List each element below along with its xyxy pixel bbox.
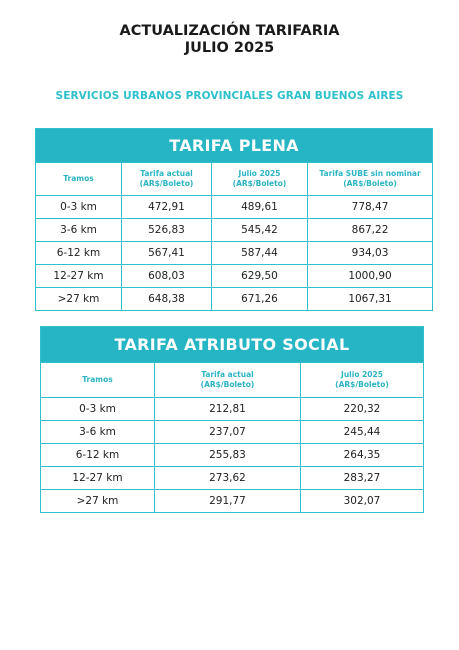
column-header: Tarifa SUBE sin nominar (AR$/Boleto): [308, 163, 433, 196]
table-row: [36, 242, 433, 265]
table-cell: >27 km: [36, 288, 122, 311]
table-row: [36, 288, 433, 311]
table-cell: 778,47: [308, 196, 433, 219]
tarifa-plena-title: TARIFA PLENA: [36, 129, 433, 163]
table-cell: 255,83: [155, 444, 301, 467]
table-cell: 934,03: [308, 242, 433, 265]
table-cell: 472,91: [122, 196, 212, 219]
tarifa-plena-header-row: [36, 163, 433, 196]
table-cell: 245,44: [301, 421, 424, 444]
table-cell: 283,27: [301, 467, 424, 490]
table-cell: 1067,31: [308, 288, 433, 311]
tarifa-social-header-row: [41, 363, 424, 398]
title-line-1: ACTUALIZACIÓN TARIFARIA: [119, 23, 340, 39]
table-row: [36, 265, 433, 288]
table-cell: 867,22: [308, 219, 433, 242]
document-title: [0, 23, 459, 57]
table-cell: 648,38: [122, 288, 212, 311]
column-header: Tramos: [41, 363, 155, 398]
tarifa-social-table: [40, 326, 424, 513]
table-cell: 302,07: [301, 490, 424, 513]
table-row: [41, 421, 424, 444]
table-cell: 12-27 km: [36, 265, 122, 288]
table-cell: 489,61: [212, 196, 308, 219]
table-cell: 587,44: [212, 242, 308, 265]
table-cell: 545,42: [212, 219, 308, 242]
table-cell: 12-27 km: [41, 467, 155, 490]
document-subtitle: SERVICIOS URBANOS PROVINCIALES GRAN BUENOS AIRES: [55, 90, 404, 102]
table-row: [41, 398, 424, 421]
table-cell: 6-12 km: [41, 444, 155, 467]
table-cell: 1000,90: [308, 265, 433, 288]
table-cell: 3-6 km: [36, 219, 122, 242]
tarifa-plena-table: [35, 128, 433, 311]
table-row: [41, 467, 424, 490]
tarifa-social-title: TARIFA ATRIBUTO SOCIAL: [41, 327, 424, 363]
column-header: Tramos: [36, 163, 122, 196]
table-cell: 567,41: [122, 242, 212, 265]
table-cell: 526,83: [122, 219, 212, 242]
table-cell: 264,35: [301, 444, 424, 467]
column-header: Julio 2025 (AR$/Boleto): [212, 163, 308, 196]
table-row: [36, 219, 433, 242]
table-cell: 629,50: [212, 265, 308, 288]
table-cell: 291,77: [155, 490, 301, 513]
table-cell: 220,32: [301, 398, 424, 421]
title-line-2: JULIO 2025: [184, 40, 275, 56]
table-cell: 6-12 km: [36, 242, 122, 265]
table-row: [41, 444, 424, 467]
column-header: Tarifa actual (AR$/Boleto): [122, 163, 212, 196]
table-cell: 237,07: [155, 421, 301, 444]
table-cell: 671,26: [212, 288, 308, 311]
table-cell: 0-3 km: [36, 196, 122, 219]
table-cell: 212,81: [155, 398, 301, 421]
table-cell: >27 km: [41, 490, 155, 513]
table-row: [41, 490, 424, 513]
table-cell: 273,62: [155, 467, 301, 490]
table-cell: 0-3 km: [41, 398, 155, 421]
column-header: Julio 2025 (AR$/Boleto): [301, 363, 424, 398]
column-header: Tarifa actual (AR$/Boleto): [155, 363, 301, 398]
table-cell: 608,03: [122, 265, 212, 288]
table-cell: 3-6 km: [41, 421, 155, 444]
table-row: [36, 196, 433, 219]
